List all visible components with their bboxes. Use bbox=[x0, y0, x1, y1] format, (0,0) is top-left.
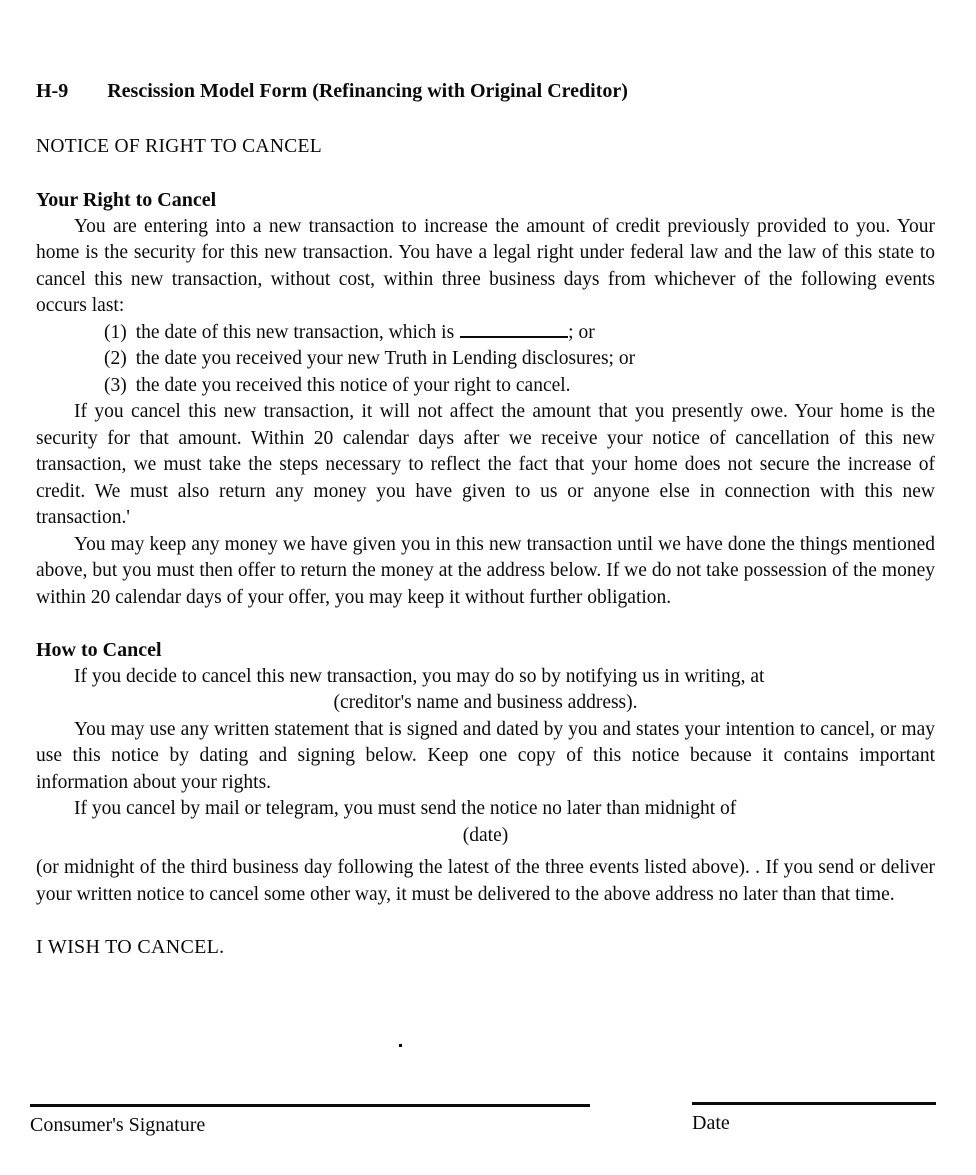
event-item-3-text: the date you received this notice of your right to cancel. bbox=[135, 374, 571, 396]
event-item-2-text: the date you received your new Truth in Lending disclosures; or bbox=[135, 348, 636, 369]
section-heading-your-right-to-cancel: Your Right to Cancel bbox=[36, 189, 217, 211]
transaction-date-blank[interactable] bbox=[460, 321, 568, 338]
form-code: H-9 bbox=[36, 80, 69, 102]
event-item-1-text: the date of this new transaction, which is bbox=[135, 321, 455, 343]
event-item-3-number: (3) bbox=[104, 374, 127, 396]
creditor-name-address-line: (creditor's name and business address). bbox=[333, 692, 638, 713]
consumer-signature-block bbox=[30, 1104, 590, 1138]
date-signature-line[interactable] bbox=[692, 1102, 936, 1105]
section-heading-how-to-cancel: How to Cancel bbox=[36, 639, 162, 661]
consumer-signature-label: Consumer's Signature bbox=[30, 1114, 206, 1136]
paragraph-keep-money: You may keep any money we have given you in this new transaction until we have done the things mentioned above, but you must then offer to return the money at the address below. If we do not take possession of the money within 20 calendar days of your offer, you may keep it without further obligation. bbox=[36, 533, 935, 608]
paragraph-written-statement: You may use any written statement that is signed and dated by you and states your intention to cancel, or may use this notice by dating and signing below. Keep one copy of this notice because it contains important information about your rights. bbox=[36, 718, 935, 793]
form-heading bbox=[36, 78, 935, 105]
date-signature-block bbox=[692, 1102, 936, 1136]
event-item-3 bbox=[36, 373, 935, 400]
consumer-signature-line[interactable] bbox=[30, 1104, 590, 1107]
event-item-1 bbox=[36, 320, 935, 347]
event-item-2 bbox=[36, 346, 935, 373]
date-label: Date bbox=[692, 1112, 730, 1134]
notice-title: NOTICE OF RIGHT TO CANCEL bbox=[36, 135, 322, 157]
scan-artifact-dot bbox=[399, 1044, 402, 1047]
paragraph-right-intro: You are entering into a new transaction to increase the amount of credit previously provided to you. Your home is the security for this new transaction. You have a legal right under federal law and the law of this state to cancel this new transaction, without cost, within three business days from whichever of the following events occurs last: bbox=[36, 215, 935, 316]
paragraph-cancel-effect: If you cancel this new transaction, it will not affect the amount that you presently owe. Your home is the security for that amount. Within 20 calendar days after we receive your notice of cancellation of this new transaction, we must take the steps necessary to reflect the fact that your home does not secure the increase of credit. We must also return any money you have given to us or anyone else in connection with this new transaction.' bbox=[36, 401, 935, 528]
wish-to-cancel-statement: I WISH TO CANCEL. bbox=[36, 936, 225, 958]
paragraph-mail-telegram: If you cancel by mail or telegram, you must send the notice no later than midnight of bbox=[74, 798, 737, 819]
date-line: (date) bbox=[462, 824, 509, 846]
event-item-1-suffix: ; or bbox=[568, 321, 595, 343]
paragraph-midnight-deadline: (or midnight of the third business day following the latest of the three events listed above). . If you send or deliver your written notice to cancel some other way, it must be delivered to the above address no later than that time. bbox=[36, 857, 935, 905]
paragraph-how-intro: If you decide to cancel this new transaction, you may do so by notifying us in writing, at bbox=[74, 665, 765, 687]
event-item-2-number: (2) bbox=[104, 348, 127, 369]
event-item-1-number: (1) bbox=[104, 321, 127, 343]
form-title: Rescission Model Form (Refinancing with Original Creditor) bbox=[107, 80, 628, 102]
